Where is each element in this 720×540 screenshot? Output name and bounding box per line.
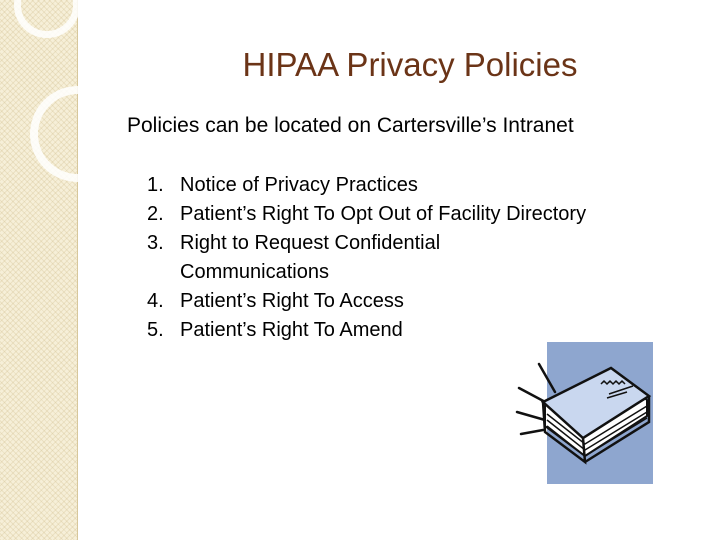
decorative-ring — [30, 86, 126, 182]
decorative-side-band — [0, 0, 78, 540]
list-item-text: Right to Request Confidential Communications — [180, 232, 441, 283]
slide-title: HIPAA Privacy Policies — [242, 46, 578, 83]
list-item — [147, 171, 587, 200]
slide-subtitle: Policies can be located on Cartersville’s Intranet — [127, 114, 574, 137]
list-item — [147, 287, 587, 316]
policy-list — [147, 171, 587, 345]
decorative-ring — [14, 0, 80, 38]
list-item-text: Patient’s Right To Access — [180, 290, 404, 312]
list-item-text: Notice of Privacy Practices — [180, 174, 418, 196]
list-item — [147, 200, 587, 229]
list-item-text: Patient’s Right To Opt Out of Facility Directory — [180, 203, 587, 225]
list-item-text: Patient’s Right To Amend — [180, 319, 403, 341]
book-icon — [515, 340, 655, 488]
list-item-number: 1. — [147, 174, 164, 196]
list-item-number: 5. — [147, 319, 164, 341]
list-item-number: 3. — [147, 232, 164, 254]
list-item-number: 4. — [147, 290, 164, 312]
list-item-number: 2. — [147, 203, 164, 225]
list-item — [147, 229, 587, 287]
